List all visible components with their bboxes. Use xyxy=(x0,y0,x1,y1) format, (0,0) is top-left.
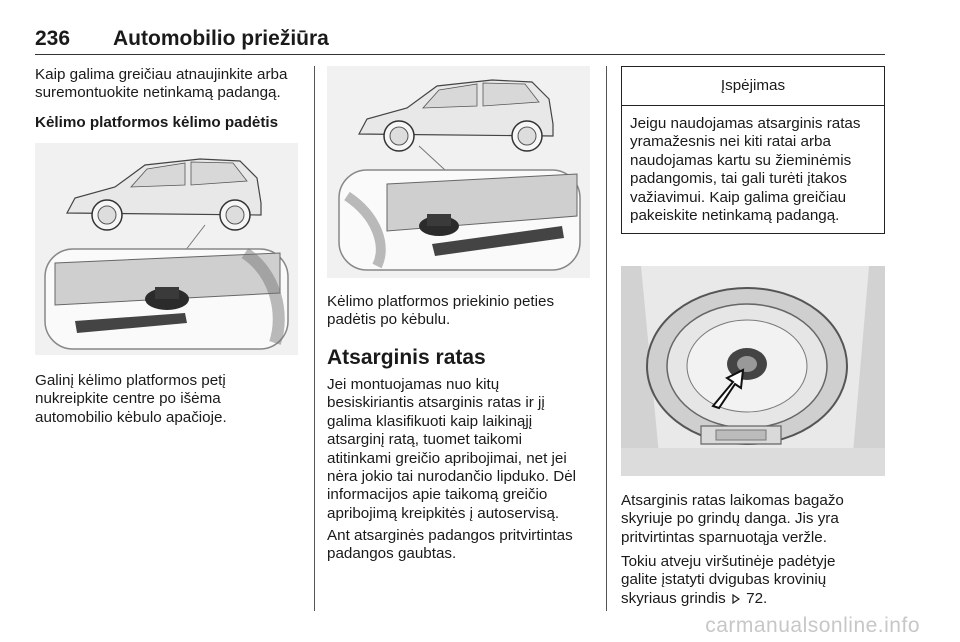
text-line: Jeigu naudojamas atsarginis ratas xyxy=(630,115,861,132)
column-divider-2 xyxy=(606,66,607,611)
text-line: pakeiskite netinkamą padangą. xyxy=(630,207,840,225)
text-line: suremontuokite netinkamą padangą. xyxy=(35,84,281,102)
warning-body xyxy=(622,106,884,233)
watermark: carmanualsonline.info xyxy=(705,614,920,637)
text-line: yramažesnis nei kiti ratai arba xyxy=(630,133,831,151)
text-line: nėra jokio tai nurodančio lipduko. Dėl xyxy=(327,468,577,486)
car-jack-rear-illustration xyxy=(35,143,298,355)
col3-para1 xyxy=(621,492,885,547)
car-jack-front-illustration xyxy=(327,66,590,278)
text-line: apribojimą kreipkitės į autoservisą. xyxy=(327,504,560,522)
text-line: važiavimui. Kaip galima greičiau xyxy=(630,188,847,206)
text-line: Ant atsarginės padangos pritvirtintas xyxy=(327,527,573,544)
text-line: informacijos apie taikomą greičio xyxy=(327,486,548,504)
text-line: Jei montuojamas nuo kitų xyxy=(327,376,500,393)
text-line: Kaip galima greičiau atnaujinkite arba xyxy=(35,66,288,83)
text-line: atsarginį ratą, tuomet taikomi xyxy=(327,431,522,449)
page-title: Automobilio priežiūra xyxy=(113,27,329,50)
text-line: atitinkami greičio apribojimai, net jei xyxy=(327,449,567,467)
text-line: Galinį kėlimo platformos petį xyxy=(35,372,226,389)
warning-box xyxy=(621,66,885,234)
text-line: Atsarginis ratas laikomas bagažo xyxy=(621,492,844,509)
text-line: Tokiu atveju viršutinėje padėtyje xyxy=(621,553,836,570)
text-line: padėtis po kėbulu. xyxy=(327,311,451,329)
page-number: 236 xyxy=(35,27,71,50)
text-line: galima klasifikuoti kaip laikinąjį xyxy=(327,412,533,430)
text-line xyxy=(621,590,885,608)
col2-caption xyxy=(327,293,599,330)
text-line: skyriuje po grindų danga. Jis yra xyxy=(621,510,839,528)
text-line: padangomis, tai gali turėti įtakos xyxy=(630,170,847,188)
column-divider-1 xyxy=(314,66,315,611)
col1-intro xyxy=(35,66,305,103)
header-rule xyxy=(35,54,885,55)
text-line: nukreipkite centre po išėma xyxy=(35,390,221,408)
jack-position-heading: Kėlimo platformos kėlimo padėtis xyxy=(35,114,279,131)
col2-para1 xyxy=(327,376,599,523)
warning-title: Įspėjimas xyxy=(622,67,884,106)
text-line: Kėlimo platformos priekinio peties xyxy=(327,293,555,310)
text-line: automobilio kėbulo apačioje. xyxy=(35,408,227,426)
text-span: skyriaus grindis xyxy=(621,589,726,607)
page-reference-link[interactable]: 72. xyxy=(746,589,768,607)
page-reference-arrow-icon[interactable] xyxy=(732,591,740,601)
text-line: pritvirtintas sparnuotąja veržle. xyxy=(621,528,827,546)
text-line: padangos gaubtas. xyxy=(327,545,457,563)
spare-wheel-trunk-illustration xyxy=(621,266,885,476)
col2-para2 xyxy=(327,527,599,564)
section-title: Atsarginis ratas xyxy=(327,346,486,369)
text-line: besiskiriantis atsarginis ratas ir jį xyxy=(327,394,545,412)
text-line: galite įstatyti dvigubas krovinių xyxy=(621,571,827,589)
col3-para2 xyxy=(621,553,885,608)
col1-caption xyxy=(35,372,305,427)
text-line: naudojamas kartu su žieminėmis xyxy=(630,151,852,169)
